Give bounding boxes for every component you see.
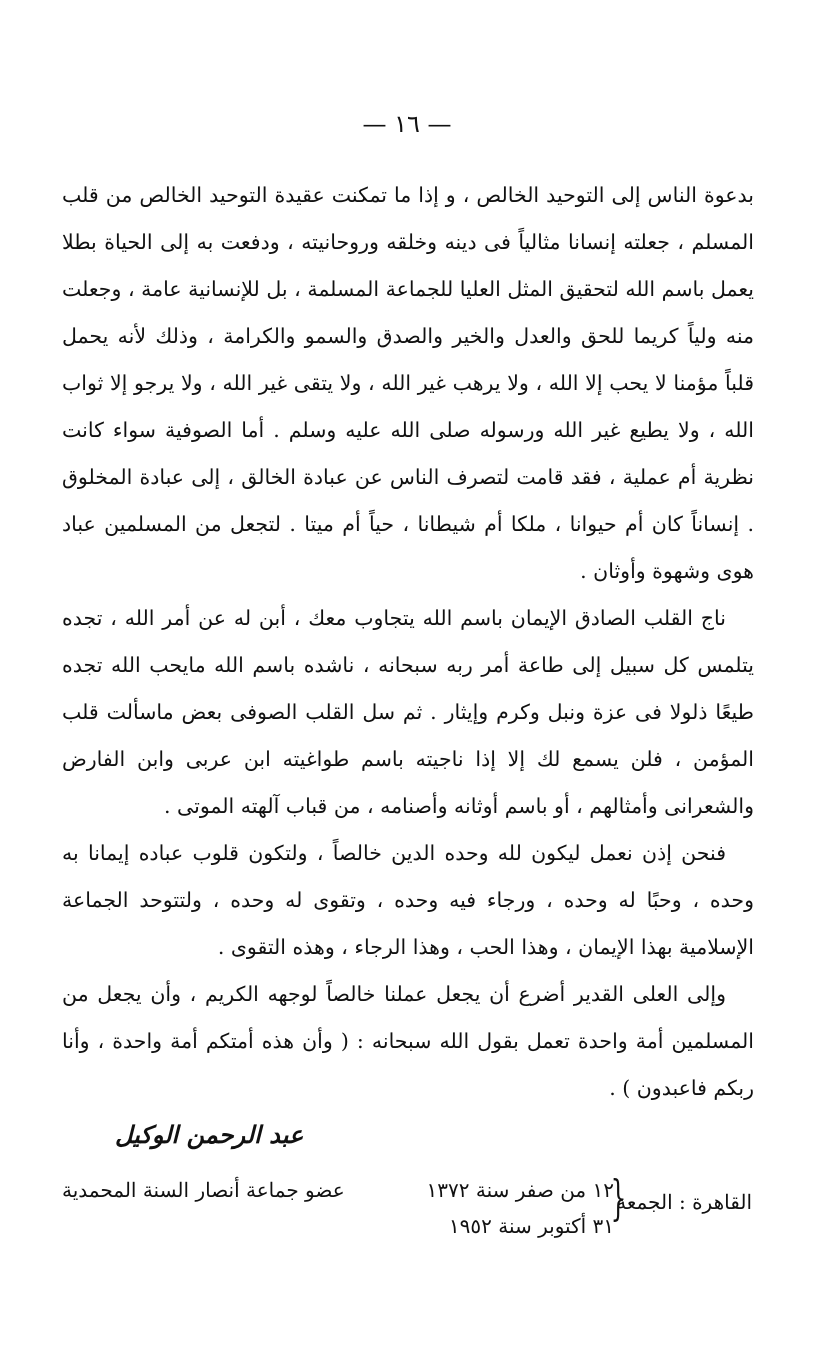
dateline-brace: { — [611, 1170, 627, 1226]
dateline-gregorian: ٣١ أكتوبر سنة ١٩٥٢ — [448, 1214, 614, 1238]
paragraph-4: وإلى العلى القدير أضرع أن يجعل عملنا خالصاً لوجهه الكريم ، وأن يجعل من المسلمين أمة واحدة تعمل بقول الله سبحانه : ( وأن هذه أمتكم أمة واحدة ، وأنا ربكم فاعبدون ) . — [62, 982, 754, 1100]
paragraph-3: فنحن إذن نعمل ليكون لله وحده الدين خالصاً ، ولتكون قلوب عباده إيمانا به وحده ، وحبًا له وحده ، ورجاء فيه وحده ، وتقوى له وحده ، ولتتوحد الجماعة الإسلامية بهذا الإيمان ، وهذا الحب ، وهذا الرجاء ، وهذه التقوى . — [62, 841, 754, 959]
dateline — [392, 1168, 752, 1248]
dateline-hijri: ١٢ من صفر سنة ١٣٧٢ — [426, 1178, 614, 1202]
author-signature: عبد الرحمن الوكيل — [115, 1120, 304, 1149]
author-title: عضو جماعة أنصار السنة المحمدية — [62, 1178, 345, 1202]
dateline-place: القاهرة : الجمعة — [616, 1190, 752, 1214]
body-text — [62, 172, 754, 1112]
dateline-dates — [427, 1172, 614, 1244]
paragraph-1: بدعوة الناس إلى التوحيد الخالص ، و إذا ما تمكنت عقيدة التوحيد الخالص من قلب المسلم ، جعلته إنسانا مثالياً فى دينه وخلقه وروحانيته ، ودفعت به إلى الحياة بطلا يعمل باسم الله لتحقيق المثل العليا للجماعة المسلمة ، بل للإنسانية عامة ، وجعلت منه ولياً كريما للحق والعدل والخير والصدق والسمو والكرامة ، وذلك لأنه يحمل قلباً مؤمنا لا يحب إلا الله ، ولا يرهب غير الله ، ولا يتقى غير الله ، ولا يرجو إلا ثواب الله ، ولا يطيع غير الله ورسوله صلى الله عليه وسلم . أما الصوفية سواء كانت نظرية أم عملية ، فقد قامت لتصرف الناس عن عبادة الخالق ، إلى عبادة المخلوق . إنساناً كان أم حيوانا ، ملكا أم شيطانا ، حياً أم ميتا . لتجعل من المسلمين عباد هوى وشهوة وأوثان . — [62, 183, 755, 583]
paragraph-2: ناج القلب الصادق الإيمان باسم الله يتجاوب معك ، أبن له عن أمر الله ، تجده يتلمس كل سبيل إلى طاعة أمر ربه سبحانه ، ناشده باسم الله مايحب الله تجده طيعًا ذلولا فى عزة ونبل وكرم وإيثار . ثم سل القلب الصوفى بعض ماسألت قلب المؤمن ، فلن يسمع لك إلا إذا ناجيته باسم طواغيته ابن عربى وابن الفارض والشعرانى وأمثالهم ، أو باسم أوثانه وأصنامه ، من قباب آلهته الموتى . — [62, 606, 754, 818]
page-number: — ١٦ — — [362, 110, 452, 138]
